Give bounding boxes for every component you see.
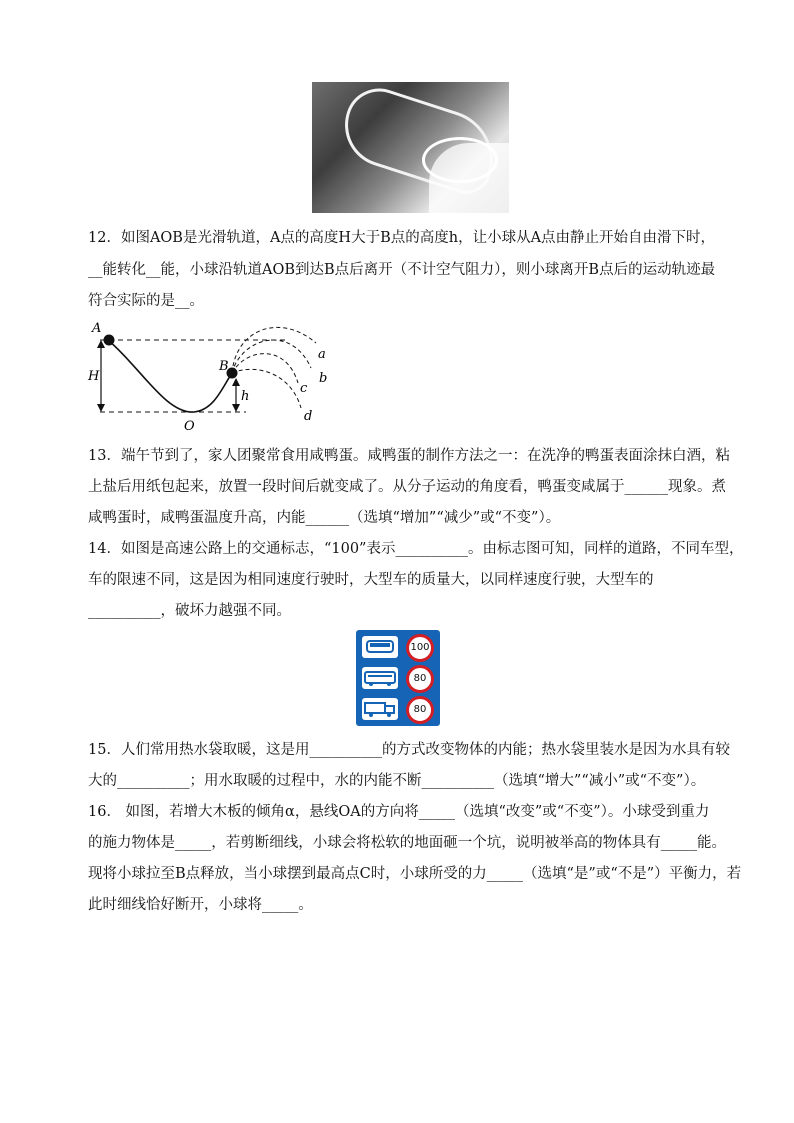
speed-limit-80-bus: 80	[406, 665, 434, 693]
trajectory-b	[232, 340, 311, 373]
bus-icon	[362, 667, 398, 689]
label-h: h	[241, 389, 250, 404]
truck-icon	[362, 698, 398, 720]
label-d: d	[304, 409, 313, 424]
car-icon	[362, 636, 398, 658]
sign-row-bus	[360, 664, 436, 692]
ball-A	[104, 335, 115, 346]
q14-line2: 车的限速不同，这是因为相同速度行驶时，大型车的质量大，以同样速度行驶，大型车的	[88, 572, 654, 588]
q12-line2: __能转化__能，小球沿轨道AOB到达B点后离开（不计空气阻力），则小球离开B点后的运动轨迹最	[88, 262, 716, 278]
trajectory-a	[232, 327, 316, 373]
label-H: H	[88, 369, 100, 384]
trajectory-c	[232, 354, 298, 383]
q16-line3: 现将小球拉至B点释放，当小球摆到最高点C时，小球所受的力_____（选填“是”或“不是”）平衡力，若	[88, 866, 742, 882]
q13-line2: 上盐后用纸包起来，放置一段时间后就变咸了。从分子运动的角度看，鸭蛋变咸属于______现象。煮	[88, 479, 726, 495]
label-a: a	[318, 347, 326, 362]
label-b: b	[319, 371, 328, 386]
q13-line3: 咸鸭蛋时，咸鸭蛋温度升高，内能______（选填“增加”“减少”或“不变”）。	[88, 510, 561, 526]
track-AOB	[108, 340, 232, 412]
speed-limit-100: 100	[406, 634, 434, 662]
q12-line3: 符合实际的是__。	[88, 293, 204, 309]
label-O: O	[184, 419, 195, 434]
label-A: A	[92, 321, 102, 336]
speed-limit-sign	[356, 630, 440, 726]
q15-line2: 大的__________；用水取暖的过程中，水的内能不断__________（选填“增大”“减小”或“不变”）。	[88, 773, 706, 789]
ski-jump-track-photo	[312, 82, 509, 213]
q16-line1: 16． 如图，若增大木板的倾角α，悬线OA的方向将_____（选填“改变”或“不变”）。小球受到重力	[88, 804, 710, 820]
q16-line2: 的施力物体是_____，若剪断细线，小球会将松软的地面砸一个坑，说明被举高的物体具有_____能。	[88, 835, 726, 851]
q14-line1: 14．如图是高速公路上的交通标志，“100”表示__________。由标志图可知，同样的道路，不同车型，	[88, 541, 744, 557]
q16-line4: 此时细线恰好断开，小球将_____。	[88, 897, 313, 913]
q13-line1: 13．端午节到了，家人团聚常食用咸鸭蛋。咸鸭蛋的制作方法之一：在洗净的鸭蛋表面涂抹白酒，粘	[88, 448, 730, 464]
q15-line1: 15．人们常用热水袋取暖，这是用__________的方式改变物体的内能；热水袋里装水是因为水具有较	[88, 742, 730, 758]
label-B: B	[219, 359, 229, 374]
sign-row-car	[360, 633, 436, 661]
track-trajectory-diagram	[86, 318, 346, 436]
speed-limit-80-truck: 80	[406, 696, 434, 724]
q14-line3: __________，破坏力越强不同。	[88, 603, 291, 619]
q12-line1: 12．如图AOB是光滑轨道，A点的高度H大于B点的高度h，让小球从A点由静止开始自由滑下时，	[88, 230, 716, 246]
sign-row-truck	[360, 695, 436, 723]
label-c: c	[300, 381, 308, 396]
